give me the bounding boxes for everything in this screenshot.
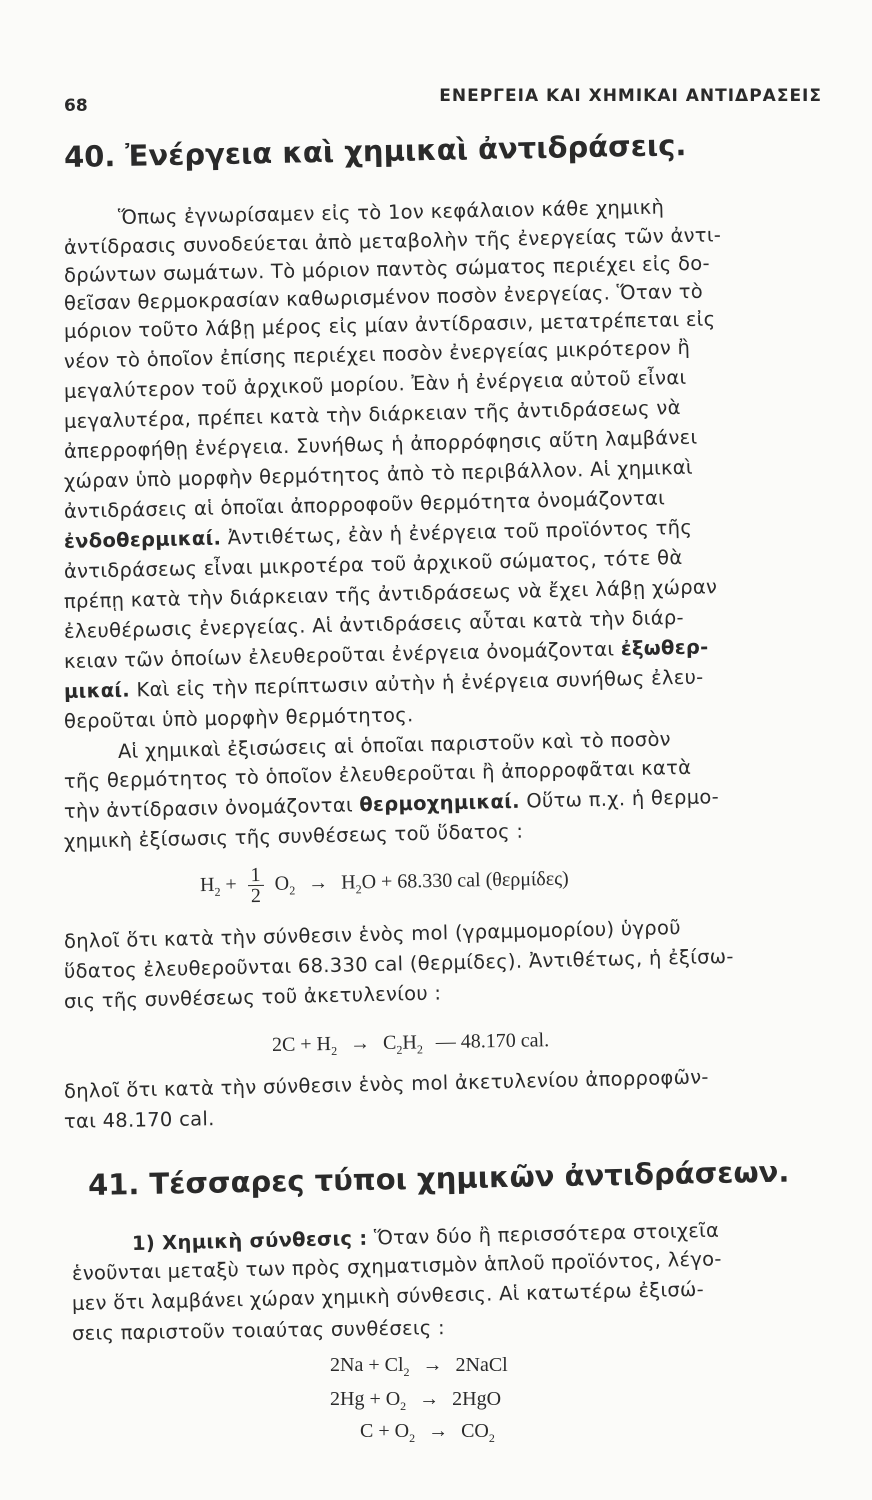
text-line: δηλοῖ ὅτι κατὰ τὴν σύνθεσιν ἑνὸς mol ἀκετυλενίου ἀπορροφῶν- bbox=[63, 1065, 709, 1103]
text-line: ἀντίδρασις συνοδεύεται ἀπὸ μεταβολὴν τῆς ἐνεργείας τῶν ἀντι- bbox=[63, 223, 722, 259]
text-line: τῆς θερμότητος τὸ ὁποῖον ἐλευθεροῦται ἢ ἀπορροφᾶται κατὰ bbox=[63, 755, 692, 793]
text-line: νέον τὸ ὁποῖον ἐπίσης περιέχει ποσὸν ἐνεργείας μικρότερον ἢ bbox=[63, 335, 691, 373]
text-line: ἀντιδράσεις αἱ ὁποῖαι ἀπορροφοῦν θερμότητα ὀνομάζονται bbox=[63, 486, 666, 523]
text-line: σεις παριστοῦν τοιαύτας συνθέσεις : bbox=[71, 1316, 446, 1345]
text-line: ἐνδοθερμικαί. Ἀντιθέτως, ἐὰν ἡ ἐνέργεια τοῦ προϊόντος τῆς bbox=[63, 515, 693, 553]
term-exothermic: ἐξωθερ- bbox=[620, 635, 709, 661]
text-line: σις τῆς συνθέσεως τοῦ ἀκετυλενίου : bbox=[63, 981, 442, 1013]
text-line: μόριον τοῦτο λάβῃ μέρος εἰς μίαν ἀντίδρασιν, μετατρέπεται εἰς bbox=[63, 307, 716, 343]
term-chemical-synthesis: 1) Χημικὴ σύνθεσις : bbox=[131, 1226, 368, 1255]
section-40-heading: 40. Ἐνέργεια καὶ χημικαὶ ἀντιδράσεις. bbox=[63, 128, 687, 174]
arrow-icon: → bbox=[349, 1032, 371, 1055]
text-line: τὴν ἀντίδρασιν ὀνομάζονται θερμοχημικαί. Οὕτω π.χ. ἡ θερμο- bbox=[63, 785, 720, 823]
thermochemical-equation-acetylene: $2C + H_2 \to C_2H_2$ — 48.170 cal. bbox=[271, 1029, 550, 1058]
synthesis-equation: $C + O_2 \to CO_2$ bbox=[360, 1420, 495, 1445]
text-line: Αἱ χημικαὶ ἐξισώσεις αἱ ὁποῖαι παριστοῦν καὶ τὸ ποσὸν bbox=[117, 727, 672, 763]
synthesis-equation: $2Hg + O_2 \to 2HgO$ bbox=[330, 1388, 502, 1413]
text-line: δρώντων σωμάτων. Τὸ μόριον παντὸς σώματος περιέχει εἰς δο- bbox=[63, 251, 711, 287]
text-line: δηλοῖ ὅτι κατὰ τὴν σύνθεσιν ἑνὸς mol (γραμμομορίου) ὑγροῦ bbox=[63, 916, 682, 953]
text-line: ἀπερροφήθῃ ἐνέργεια. Συνήθως ἡ ἀπορρόφησις αὕτη λαμβάνει bbox=[63, 425, 698, 463]
section-41-heading: 41. Τέσσαρες τύποι χημικῶν ἀντιδράσεων. bbox=[87, 1154, 790, 1202]
text-line: μικαί. Καὶ εἰς τὴν περίπτωσιν αὐτὴν ἡ ἐνέργεια συνήθως ἐλευ- bbox=[63, 665, 704, 703]
text-line: ἀντιδράσεως εἶναι μικροτέρα τοῦ ἀρχικοῦ σώματος, τότε θὰ bbox=[63, 545, 683, 583]
text-line: χημικὴ ἐξίσωσις τῆς συνθέσεως τοῦ ὕδατος : bbox=[63, 819, 524, 853]
synthesis-equation: $2Na + Cl_2$ → 2NaCl bbox=[330, 1354, 508, 1379]
text-line: μεγαλύτερον τοῦ ἀρχικοῦ μορίου. Ἐὰν ἡ ἐνέργεια αὐτοῦ εἶναι bbox=[63, 365, 687, 403]
text-line: χώραν ὑπὸ μορφὴν θερμότητος ἀπὸ τὸ περιβάλλον. Αἱ χημικαὶ bbox=[63, 455, 694, 493]
arrow-icon: → bbox=[419, 1388, 440, 1410]
text-line: ται 48.170 cal. bbox=[63, 1107, 215, 1133]
text-line: ἐλευθέρωσις ἐνεργείας. Αἱ ἀντιδράσεις αὗται κατὰ τὴν διάρ- bbox=[63, 605, 685, 643]
term-thermochemical: θερμοχημικαί. bbox=[359, 789, 521, 817]
text-line: θεῖσαν θερμοκρασίαν καθωρισμένον ποσὸν ἐνεργείας. Ὅταν τὸ bbox=[63, 279, 704, 315]
text-line: Ὅπως ἐγνωρίσαμεν εἰς τὸ 1ον κεφάλαιον κάθε χημικὴ bbox=[117, 195, 665, 229]
text-line: μεγαλυτέρα, πρέπει κατὰ τὴν διάρκειαν τῆς ἀντιδράσεως νὰ bbox=[63, 396, 681, 433]
page-number: 68 bbox=[64, 96, 88, 116]
arrow-icon: → bbox=[422, 1354, 443, 1376]
term-endothermic: ἐνδοθερμικαί. bbox=[63, 526, 222, 553]
running-title: ΕΝΕΡΓΕΙΑ ΚΑΙ ΧΗΜΙΚΑΙ ΑΝΤΙΔΡΑΣΕΙΣ bbox=[439, 86, 822, 106]
arrow-icon: → bbox=[428, 1420, 449, 1442]
text-line: κειαν τῶν ὁποίων ἐλευθεροῦται ἐνέργεια ὀνομάζονται ἐξωθερ- bbox=[63, 635, 709, 673]
arrow-icon: → bbox=[307, 871, 329, 895]
text-line: ὕδατος ἐλευθεροῦνται 68.330 cal (θερμίδες). Ἀντιθέτως, ἡ ἐξίσω- bbox=[63, 944, 734, 983]
text-line: 1) Χημικὴ σύνθεσις : Ὅταν δύο ἢ περισσότερα στοιχεῖα bbox=[131, 1218, 720, 1255]
text-line: πρέπῃ κατὰ τὴν διάρκειαν τῆς ἀντιδράσεως νὰ ἔχει λάβῃ χώραν bbox=[63, 575, 718, 613]
thermochemical-equation-water: $H_2$ + $\frac{1}{2}$ $O_2 \to H_2O + 68.330$ cal (θερμίδες) bbox=[199, 863, 569, 908]
text-line: μεν ὅτι λαμβάνει χώραν χημικὴ σύνθεσις. Αἱ κατωτέρω ἐξισώ- bbox=[71, 1277, 705, 1315]
text-line: θεροῦται ὑπὸ μορφὴν θερμότητος. bbox=[63, 703, 414, 733]
text-line: ἑνοῦνται μεταξὺ των πρὸς σχηματισμὸν ἁπλοῦ προϊόντος, λέγο- bbox=[71, 1247, 722, 1285]
